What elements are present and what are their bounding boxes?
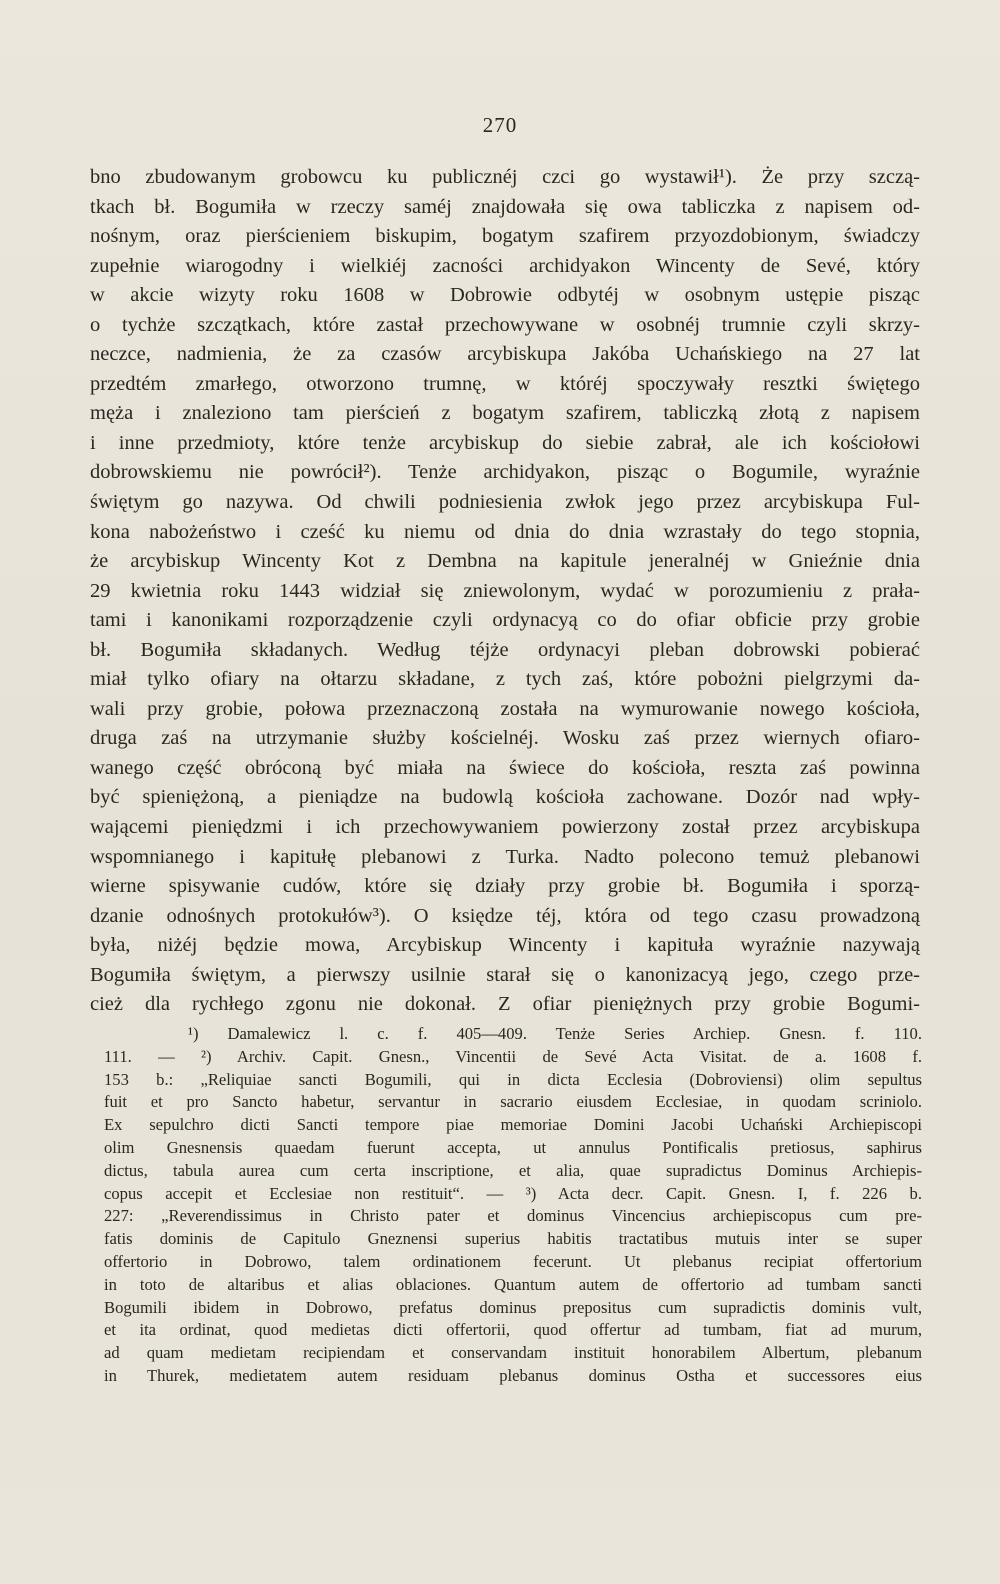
- text-line: że arcybiskup Wincenty Kot z Dembna na kapitule jeneralnéj w Gnieźnie dnia: [90, 550, 920, 573]
- text-line: kona nabożeństwo i cześć ku niemu od dnia do dnia wzrastały do tego stopnia,: [90, 520, 920, 543]
- text-line: nośnym, oraz pierścieniem biskupim, bogatym szafirem przyozdobionym, świadczy: [90, 225, 920, 248]
- main-text: [90, 163, 920, 1020]
- text-line: dobrowskiemu nie powrócił²). Tenże archidyakon, pisząc o Bogumile, wyraźnie: [90, 461, 920, 484]
- text-line: tami i kanonikami rozporządzenie czyli ordynacyą co do ofiar obficie przy grobie: [90, 609, 920, 632]
- text-line: być spieniężoną, a pieniądze na budowlą kościoła zachowane. Dozór nad wpły-: [90, 786, 920, 809]
- footnote-line: fuit et pro Sancto habetur, servantur in sacrario eiusdem Ecclesiae, in quodam scriniolo.: [104, 1092, 922, 1112]
- page-number: 270: [482, 113, 518, 137]
- footnote-line: copus accepit et Ecclesiae non restituit“. — ³) Acta decr. Capit. Gnesn. I, f. 226 b.: [104, 1183, 922, 1203]
- text-line: miał tylko ofiary na ołtarzu składane, z tych zaś, które pobożni pielgrzymi da-: [90, 668, 920, 691]
- text-line: przedtém zmarłego, otworzono trumnę, w któréj spoczywały resztki świętego: [90, 372, 920, 395]
- text-line: cież dla rychłego zgonu nie dokonał. Z ofiar pieniężnych przy grobie Bogumi-: [90, 993, 920, 1016]
- footnote-line: Ex sepulchro dicti Sancti tempore piae memoriae Domini Jacobi Uchański Archiepiscopi: [104, 1115, 922, 1135]
- text-line: wanego część obróconą być miała na świece do kościoła, reszta zaś powinna: [90, 756, 920, 779]
- footnote-line: Bogumili ibidem in Dobrowo, prefatus dominus prepositus cum supradictis dominis vult,: [104, 1297, 922, 1317]
- text-line: i inne przedmioty, które tenże arcybiskup do siebie zabrał, ale ich kościołowi: [90, 431, 920, 454]
- footnote-line: ad quam medietam recipiendam et conservandam instituit honorabilem Albertum, plebanum: [104, 1343, 922, 1363]
- footnotes: [104, 1023, 922, 1388]
- footnote-line: in toto de altaribus et alias oblaciones. Quantum autem de offertorio ad tumbam sancti: [104, 1274, 922, 1294]
- footnote-line: offertorio in Dobrowo, talem ordinationem fecerunt. Ut plebanus recipiat offertorium: [104, 1251, 922, 1271]
- text-line: wspomnianego i kapitułę plebanowi z Turka. Nadto polecono temuż plebanowi: [90, 845, 920, 868]
- text-line: bno zbudowanym grobowcu ku publicznéj czci go wystawił¹). Że przy szczą-: [90, 166, 920, 188]
- footnote-line: ¹) Damalewicz l. c. f. 405—409. Tenże Series Archiep. Gnesn. f. 110.: [188, 1024, 922, 1043]
- footnote-line: 111. — ²) Archiv. Capit. Gnesn., Vincentii de Sevé Acta Visitat. de a. 1608 f.: [104, 1046, 922, 1066]
- footnote-line: in Thurek, medietatem autem residuam plebanus dominus Ostha et successores eius: [104, 1365, 922, 1385]
- text-line: zupełnie wiarogodny i wielkiéj zacności archidyakon Wincenty de Sevé, który: [90, 254, 920, 277]
- text-line: dzanie odnośnych protokułów³). O księdze téj, która od tego czasu prowadzoną: [90, 904, 920, 927]
- text-line: neczce, nadmienia, że za czasów arcybiskupa Jakóba Uchańskiego na 27 lat: [90, 343, 920, 366]
- text-line: druga zaś na utrzymanie służby kościelnéj. Wosku zaś przez wiernych ofiaro-: [90, 727, 920, 750]
- text-line: męża i znaleziono tam pierścień z bogatym szafirem, tabliczką złotą z napisem: [90, 402, 920, 425]
- text-line: wającemi pieniędzmi i ich przechowywaniem powierzony został przez arcybiskupa: [90, 816, 920, 839]
- footnote-line: 153 b.: „Reliquiae sancti Bogumili, qui in dicta Ecclesia (Dobroviensi) olim sepultus: [104, 1069, 922, 1089]
- footnote-line: olim Gnesnensis quaedam fuerunt accepta, ut annulus Pontificalis pretiosus, saphirus: [104, 1137, 922, 1157]
- text-line: w akcie wizyty roku 1608 w Dobrowie odbytéj w osobnym ustępie pisząc: [90, 284, 920, 307]
- text-line: była, niżéj będzie mowa, Arcybiskup Wincenty i kapituła wyraźnie nazywają: [90, 934, 920, 957]
- text-line: o tychże szczątkach, które zastał przechowywane w osobnéj trumnie czyli skrzy-: [90, 313, 920, 336]
- text-line: 29 kwietnia roku 1443 widział się zniewolonym, wydać w porozumieniu z prała-: [90, 579, 920, 602]
- text-line: Bogumiła świętym, a pierwszy usilnie starał się o kanonizacyą jego, czego prze-: [90, 963, 920, 986]
- footnote-line: fatis dominis de Capitulo Gneznensi superius habitis tractatibus mutuis inter se super: [104, 1229, 922, 1249]
- text-line: tkach bł. Bogumiła w rzeczy saméj znajdowała się owa tabliczka z napisem od-: [90, 195, 920, 218]
- footnote-line: dictus, tabula aurea cum certa inscriptione, et alia, quae supradictus Dominus Archiepis-: [104, 1160, 922, 1180]
- text-line: świętym go nazywa. Od chwili podniesienia zwłok jego przez arcybiskupa Ful-: [90, 491, 920, 514]
- text-line: wali przy grobie, połowa przeznaczoną została na wymurowanie nowego kościoła,: [90, 697, 920, 720]
- footnote-line: et ita ordinat, quod medietas dicti offertorii, quod offertur ad tumbam, fiat ad murum,: [104, 1320, 922, 1340]
- text-line: bł. Bogumiła składanych. Według téjże ordynacyi pleban dobrowski pobierać: [90, 638, 920, 661]
- text-line: wierne spisywanie cudów, które się działy przy grobie bł. Bogumiła i sporzą-: [90, 875, 920, 898]
- footnote-line: 227: „Reverendissimus in Christo pater et dominus Vincencius archiepiscopus cum pre-: [104, 1206, 922, 1226]
